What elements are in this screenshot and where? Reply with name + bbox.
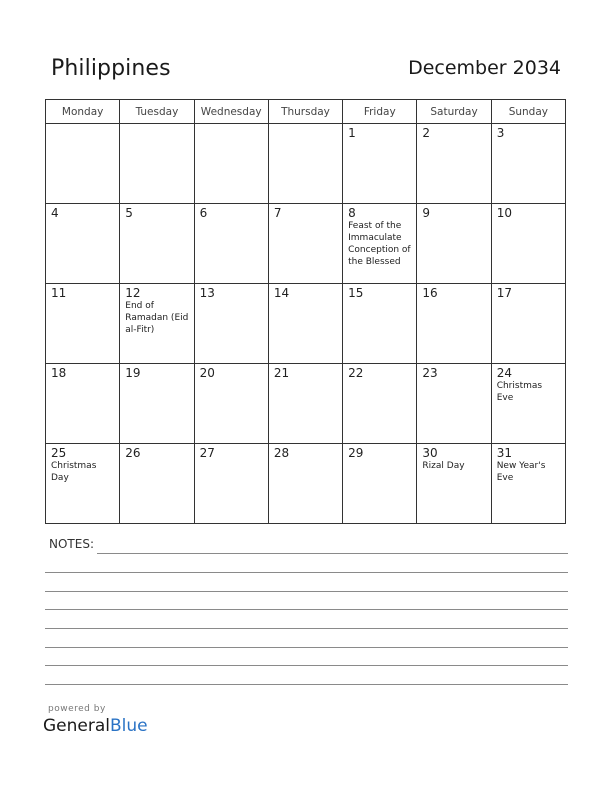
day-number: 5 — [125, 206, 133, 220]
day-cell — [46, 204, 120, 284]
day-number: 17 — [496, 286, 512, 300]
day-cell — [120, 124, 194, 204]
day-number: 19 — [125, 366, 141, 380]
weekday-header-thursday: Thursday — [268, 100, 342, 124]
holiday-label: End of Ramadan (Eid al-Fitr) — [125, 301, 189, 335]
calendar-grid — [45, 99, 566, 524]
day-number: 30 — [422, 446, 438, 460]
note-line — [97, 553, 568, 554]
day-number: 13 — [199, 286, 215, 300]
day-number: 25 — [51, 446, 67, 460]
weekday-header-saturday: Saturday — [417, 100, 491, 124]
day-cell — [120, 284, 194, 364]
holiday-label: New Year's Eve — [496, 461, 546, 483]
weekday-header-friday: Friday — [343, 100, 417, 124]
day-number: 22 — [348, 366, 364, 380]
day-cell — [268, 444, 342, 524]
day-cell — [343, 204, 417, 284]
weekday-header-tuesday: Tuesday — [120, 100, 194, 124]
holiday-label: Rizal Day — [422, 461, 465, 471]
note-line — [45, 647, 568, 648]
day-cell — [194, 124, 268, 204]
day-cell — [120, 444, 194, 524]
note-line — [45, 609, 568, 610]
notes-label: NOTES: — [49, 537, 94, 551]
holiday-label: Christmas Eve — [496, 381, 543, 403]
day-number: 8 — [348, 206, 356, 220]
day-number: 12 — [125, 286, 141, 300]
day-cell — [417, 364, 491, 444]
note-line — [45, 591, 568, 592]
day-number: 28 — [273, 446, 290, 460]
day-number: 27 — [199, 446, 215, 460]
day-number: 18 — [51, 366, 67, 380]
day-cell — [491, 284, 565, 364]
note-line — [45, 665, 568, 666]
day-cell — [343, 364, 417, 444]
holiday-label: Feast of the Immaculate Conception of the Blessed — [348, 221, 411, 267]
day-cell — [46, 284, 120, 364]
day-cell — [417, 204, 491, 284]
day-cell — [268, 284, 342, 364]
day-cell — [491, 204, 565, 284]
day-cell — [343, 444, 417, 524]
week-row — [46, 204, 566, 284]
day-number: 24 — [496, 366, 512, 380]
day-cell — [120, 204, 194, 284]
day-number: 16 — [422, 286, 438, 300]
day-cell — [491, 444, 565, 524]
day-number: 14 — [273, 286, 290, 300]
day-cell — [268, 124, 342, 204]
day-cell — [343, 284, 417, 364]
day-number: 20 — [199, 366, 215, 380]
holiday-label: Christmas Day — [51, 461, 97, 483]
weekday-header-monday: Monday — [46, 100, 120, 124]
day-cell — [417, 444, 491, 524]
generalblue-logo — [43, 716, 148, 736]
note-line — [45, 572, 568, 573]
day-cell — [491, 364, 565, 444]
brand-general-text: General — [43, 716, 110, 736]
day-number: 23 — [422, 366, 438, 380]
day-cell — [194, 364, 268, 444]
week-row — [46, 364, 566, 444]
day-cell — [343, 124, 417, 204]
day-number: 11 — [51, 286, 67, 300]
note-line — [45, 684, 568, 685]
day-cell — [491, 124, 565, 204]
week-row — [46, 284, 566, 364]
country-title: Philippines — [51, 56, 171, 81]
weekday-header-sunday: Sunday — [491, 100, 565, 124]
day-cell — [194, 204, 268, 284]
month-year-title: December 2034 — [408, 57, 561, 79]
day-number: 4 — [51, 206, 59, 220]
day-number: 15 — [348, 286, 364, 300]
weekday-header-row — [46, 100, 566, 124]
day-cell — [194, 284, 268, 364]
week-row — [46, 444, 566, 524]
day-cell — [46, 444, 120, 524]
day-cell — [268, 204, 342, 284]
day-number: 1 — [348, 126, 356, 140]
day-number: 26 — [125, 446, 141, 460]
day-cell — [120, 364, 194, 444]
day-number: 10 — [496, 206, 512, 220]
day-number: 9 — [422, 206, 431, 220]
brand-blue-text: Blue — [110, 716, 148, 736]
day-cell — [194, 444, 268, 524]
day-number: 6 — [199, 206, 208, 220]
day-cell — [268, 364, 342, 444]
note-line — [45, 628, 568, 629]
day-cell — [46, 124, 120, 204]
day-cell — [46, 364, 120, 444]
day-cell — [417, 284, 491, 364]
powered-by-text: powered by — [48, 704, 106, 714]
day-number: 7 — [273, 206, 282, 220]
weekday-header-wednesday: Wednesday — [194, 100, 268, 124]
day-number: 3 — [496, 126, 505, 140]
week-row — [46, 124, 566, 204]
day-number: 29 — [348, 446, 364, 460]
day-number: 21 — [273, 366, 290, 380]
day-number: 2 — [422, 126, 431, 140]
day-number: 31 — [496, 446, 512, 460]
day-cell — [417, 124, 491, 204]
